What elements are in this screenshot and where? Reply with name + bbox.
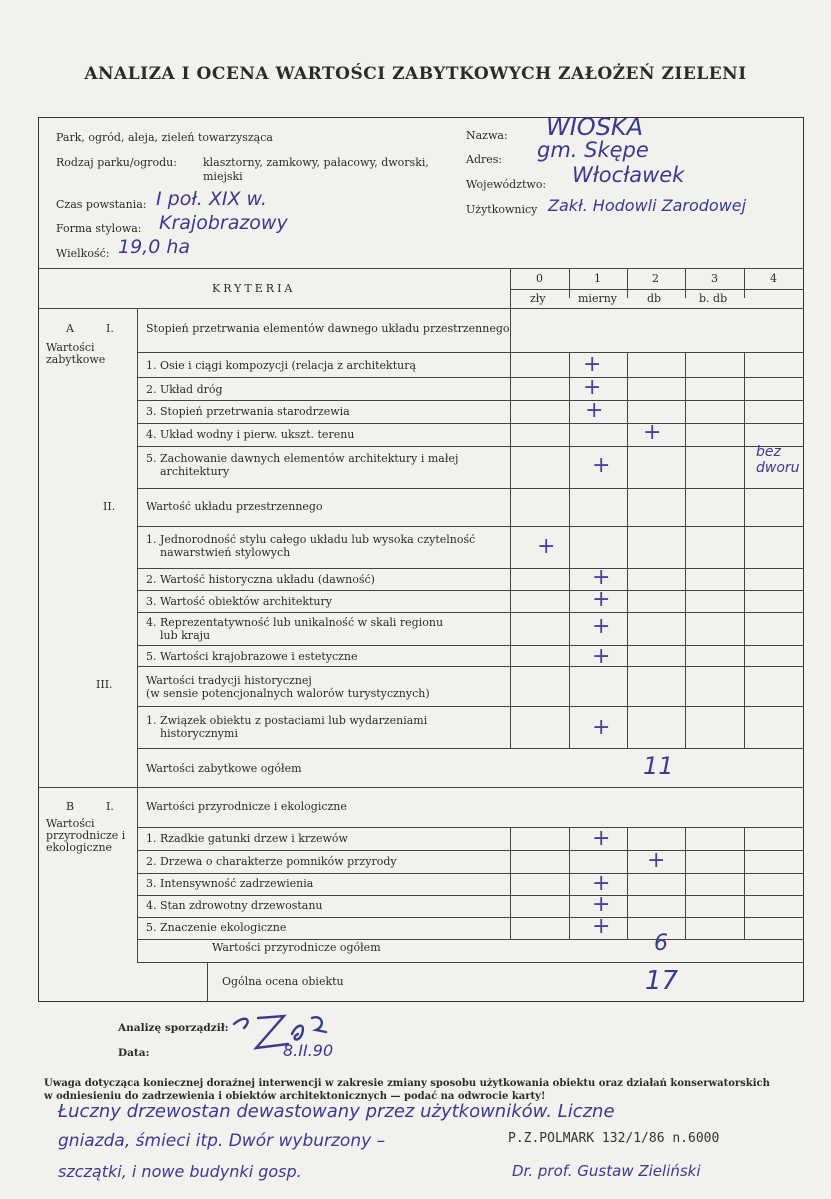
handwritten-note-3: szczątki, i nowe budynki gosp. (58, 1162, 302, 1181)
scale-num-1: 1 (594, 272, 601, 285)
uwaga-line-2: w odniesieniu do zadrzewienia i obiektów architektonicznych — podać na odwrocie karty! (44, 1091, 546, 1102)
criterion-b-2: 2. Drzewa o charakterze pomników przyrody (146, 855, 397, 868)
check-mark: + (592, 715, 611, 740)
criterion-a1-2: 2. Układ dróg (146, 383, 223, 396)
scale-num-4: 4 (770, 272, 777, 285)
check-mark: + (585, 398, 604, 423)
criterion-a2-4: 4. Reprezentatywność lub unikalność w skali regionu (146, 616, 444, 629)
check-mark: + (592, 614, 611, 639)
rodzaj-options-2: miejski (203, 170, 243, 183)
section-b-total-label: Wartości przyrodnicze ogółem (212, 941, 381, 954)
overall-value: 17 (645, 966, 679, 996)
criterion-a1-3: 3. Stopień przetrwania starodrzewia (146, 405, 350, 418)
wielkosc-value: 19,0 ha (118, 236, 191, 258)
criterion-a2-1: 1. Jednorodność stylu całego układu lub wysoka czytelność (146, 533, 476, 546)
handwritten-note-1: Łuczny drzewostan dewastowany przez użytkowników. Liczne (58, 1101, 615, 1122)
criterion-a1-5: 5. Zachowanie dawnych elementów architektury i małej (146, 452, 459, 465)
section-a-total-value: 11 (643, 752, 674, 780)
czas-value: I poł. XIX w. (156, 188, 267, 210)
data-label: Data: (118, 1047, 150, 1059)
check-mark: + (592, 826, 611, 851)
check-mark: + (647, 848, 666, 873)
criterion-a2-3: 3. Wartość obiektów architektury (146, 595, 332, 608)
uzytkownicy-label: Użytkownicy (466, 203, 538, 216)
czas-label: Czas powstania: (56, 198, 147, 211)
adres-value: gm. Skępe (537, 138, 649, 162)
section-a-roman: I. (106, 322, 114, 335)
group-ii-roman: II. (103, 500, 116, 513)
group-iii-subtitle: (w sensie potencjonalnych walorów turystycznych) (146, 687, 430, 700)
scale-name-2: db (647, 292, 662, 305)
scale-num-0: 0 (536, 272, 543, 285)
section-b-code: B (66, 800, 75, 813)
section-a-code: A (66, 322, 74, 335)
rodzaj-label: Rodzaj parku/ogrodu: (56, 156, 177, 169)
criterion-a1-1: 1. Osie i ciągi kompozycji (relacja z architekturą (146, 359, 417, 372)
section-b-group-title: Wartości przyrodnicze i ekologiczne (146, 800, 347, 813)
scale-name-3: b. db (699, 292, 728, 305)
criterion-a2-5: 5. Wartości krajobrazowe i estetyczne (146, 650, 358, 663)
data-value: 8.II.90 (283, 1041, 334, 1060)
check-mark: + (592, 871, 611, 896)
group-iii-title: Wartości tradycji historycznej (146, 674, 312, 687)
nazwa-value: WIOSKA (546, 113, 644, 141)
kryteria-heading: KRYTERIA (212, 282, 296, 295)
check-mark: + (592, 453, 611, 478)
form-title: ANALIZA I OCENA WARTOŚCI ZABYTKOWYCH ZAŁOŻEŃ ZIELENI (84, 64, 747, 84)
section-b-total-value: 6 (654, 931, 668, 956)
rodzaj-options: klasztorny, zamkowy, pałacowy, dworski, (203, 156, 429, 169)
forma-value: Krajobrazowy (159, 212, 288, 234)
wielkosc-label: Wielkość: (56, 247, 110, 260)
criterion-a3-1: 1. Związek obiektu z postaciami lub wydarzeniami (146, 714, 428, 727)
check-mark: + (592, 644, 611, 669)
adres-label: Adres: (466, 153, 503, 166)
section-b-name: Wartości przyrodnicze i ekologiczne (46, 817, 126, 854)
group-iii-roman: III. (96, 678, 113, 691)
wojewodztwo-label: Województwo: (466, 178, 547, 191)
scale-num-3: 3 (711, 272, 718, 285)
criterion-a2-2: 2. Wartość historyczna układu (dawność) (146, 573, 375, 586)
criterion-a3-1b: historycznymi (160, 727, 238, 740)
forma-label: Forma stylowa: (56, 222, 142, 235)
sporzadzil-label: Analizę sporządził: (118, 1022, 229, 1034)
handwritten-note-2: gniazda, śmieci itp. Dwór wyburzony – (58, 1131, 386, 1151)
criterion-b-1: 1. Rzadkie gatunki drzew i krzewów (146, 832, 348, 845)
handwritten-note-4: Dr. prof. Gustaw Zieliński (512, 1162, 701, 1180)
section-a-name: Wartości zabytkowe (46, 341, 106, 366)
group-i-title: Stopień przetrwania elementów dawnego układu przestrzennego (146, 322, 510, 335)
check-mark: + (537, 534, 556, 559)
criterion-b-5: 5. Znaczenie ekologiczne (146, 921, 287, 934)
group-ii-title: Wartość układu przestrzennego (146, 500, 323, 513)
check-mark: + (592, 565, 611, 590)
scale-name-1: mierny (578, 292, 618, 305)
uzytkownicy-value: Zakł. Hodowli Zarodowej (548, 196, 747, 215)
check-mark: + (583, 352, 602, 377)
check-mark: + (592, 914, 611, 939)
criterion-a2-1b: nawarstwień stylowych (160, 546, 291, 559)
scale-num-2: 2 (652, 272, 659, 285)
uwaga-line-1: Uwaga dotycząca koniecznej doraźnej interwencji w zakresie zmiany sposobu użytkowania obiektu oraz działań konserwatorskich (44, 1078, 770, 1089)
section-a-total-label: Wartości zabytkowe ogółem (146, 762, 302, 775)
print-imprint: P.Z.POLMARK 132/1/86 n.6000 (508, 1131, 720, 1146)
wojewodztwo-value: Włocławek (572, 163, 685, 187)
scale-name-0: zły (530, 292, 546, 305)
nazwa-label: Nazwa: (466, 129, 508, 142)
section-b-roman: I. (106, 800, 114, 813)
side-note: bez dworu (756, 444, 800, 476)
check-mark: + (592, 892, 611, 917)
criterion-a1-4: 4. Układ wodny i pierw. ukszt. terenu (146, 428, 355, 441)
criterion-b-4: 4. Stan zdrowotny drzewostanu (146, 899, 323, 912)
check-mark: + (592, 587, 611, 612)
park-line: Park, ogród, aleja, zieleń towarzysząca (56, 131, 273, 144)
criterion-a1-5b: architektury (160, 465, 230, 478)
overall-label: Ogólna ocena obiektu (222, 975, 344, 988)
criterion-b-3: 3. Intensywność zadrzewienia (146, 877, 314, 890)
check-mark: + (643, 420, 662, 445)
criterion-a2-4b: lub kraju (160, 629, 211, 642)
check-mark: + (583, 375, 602, 400)
